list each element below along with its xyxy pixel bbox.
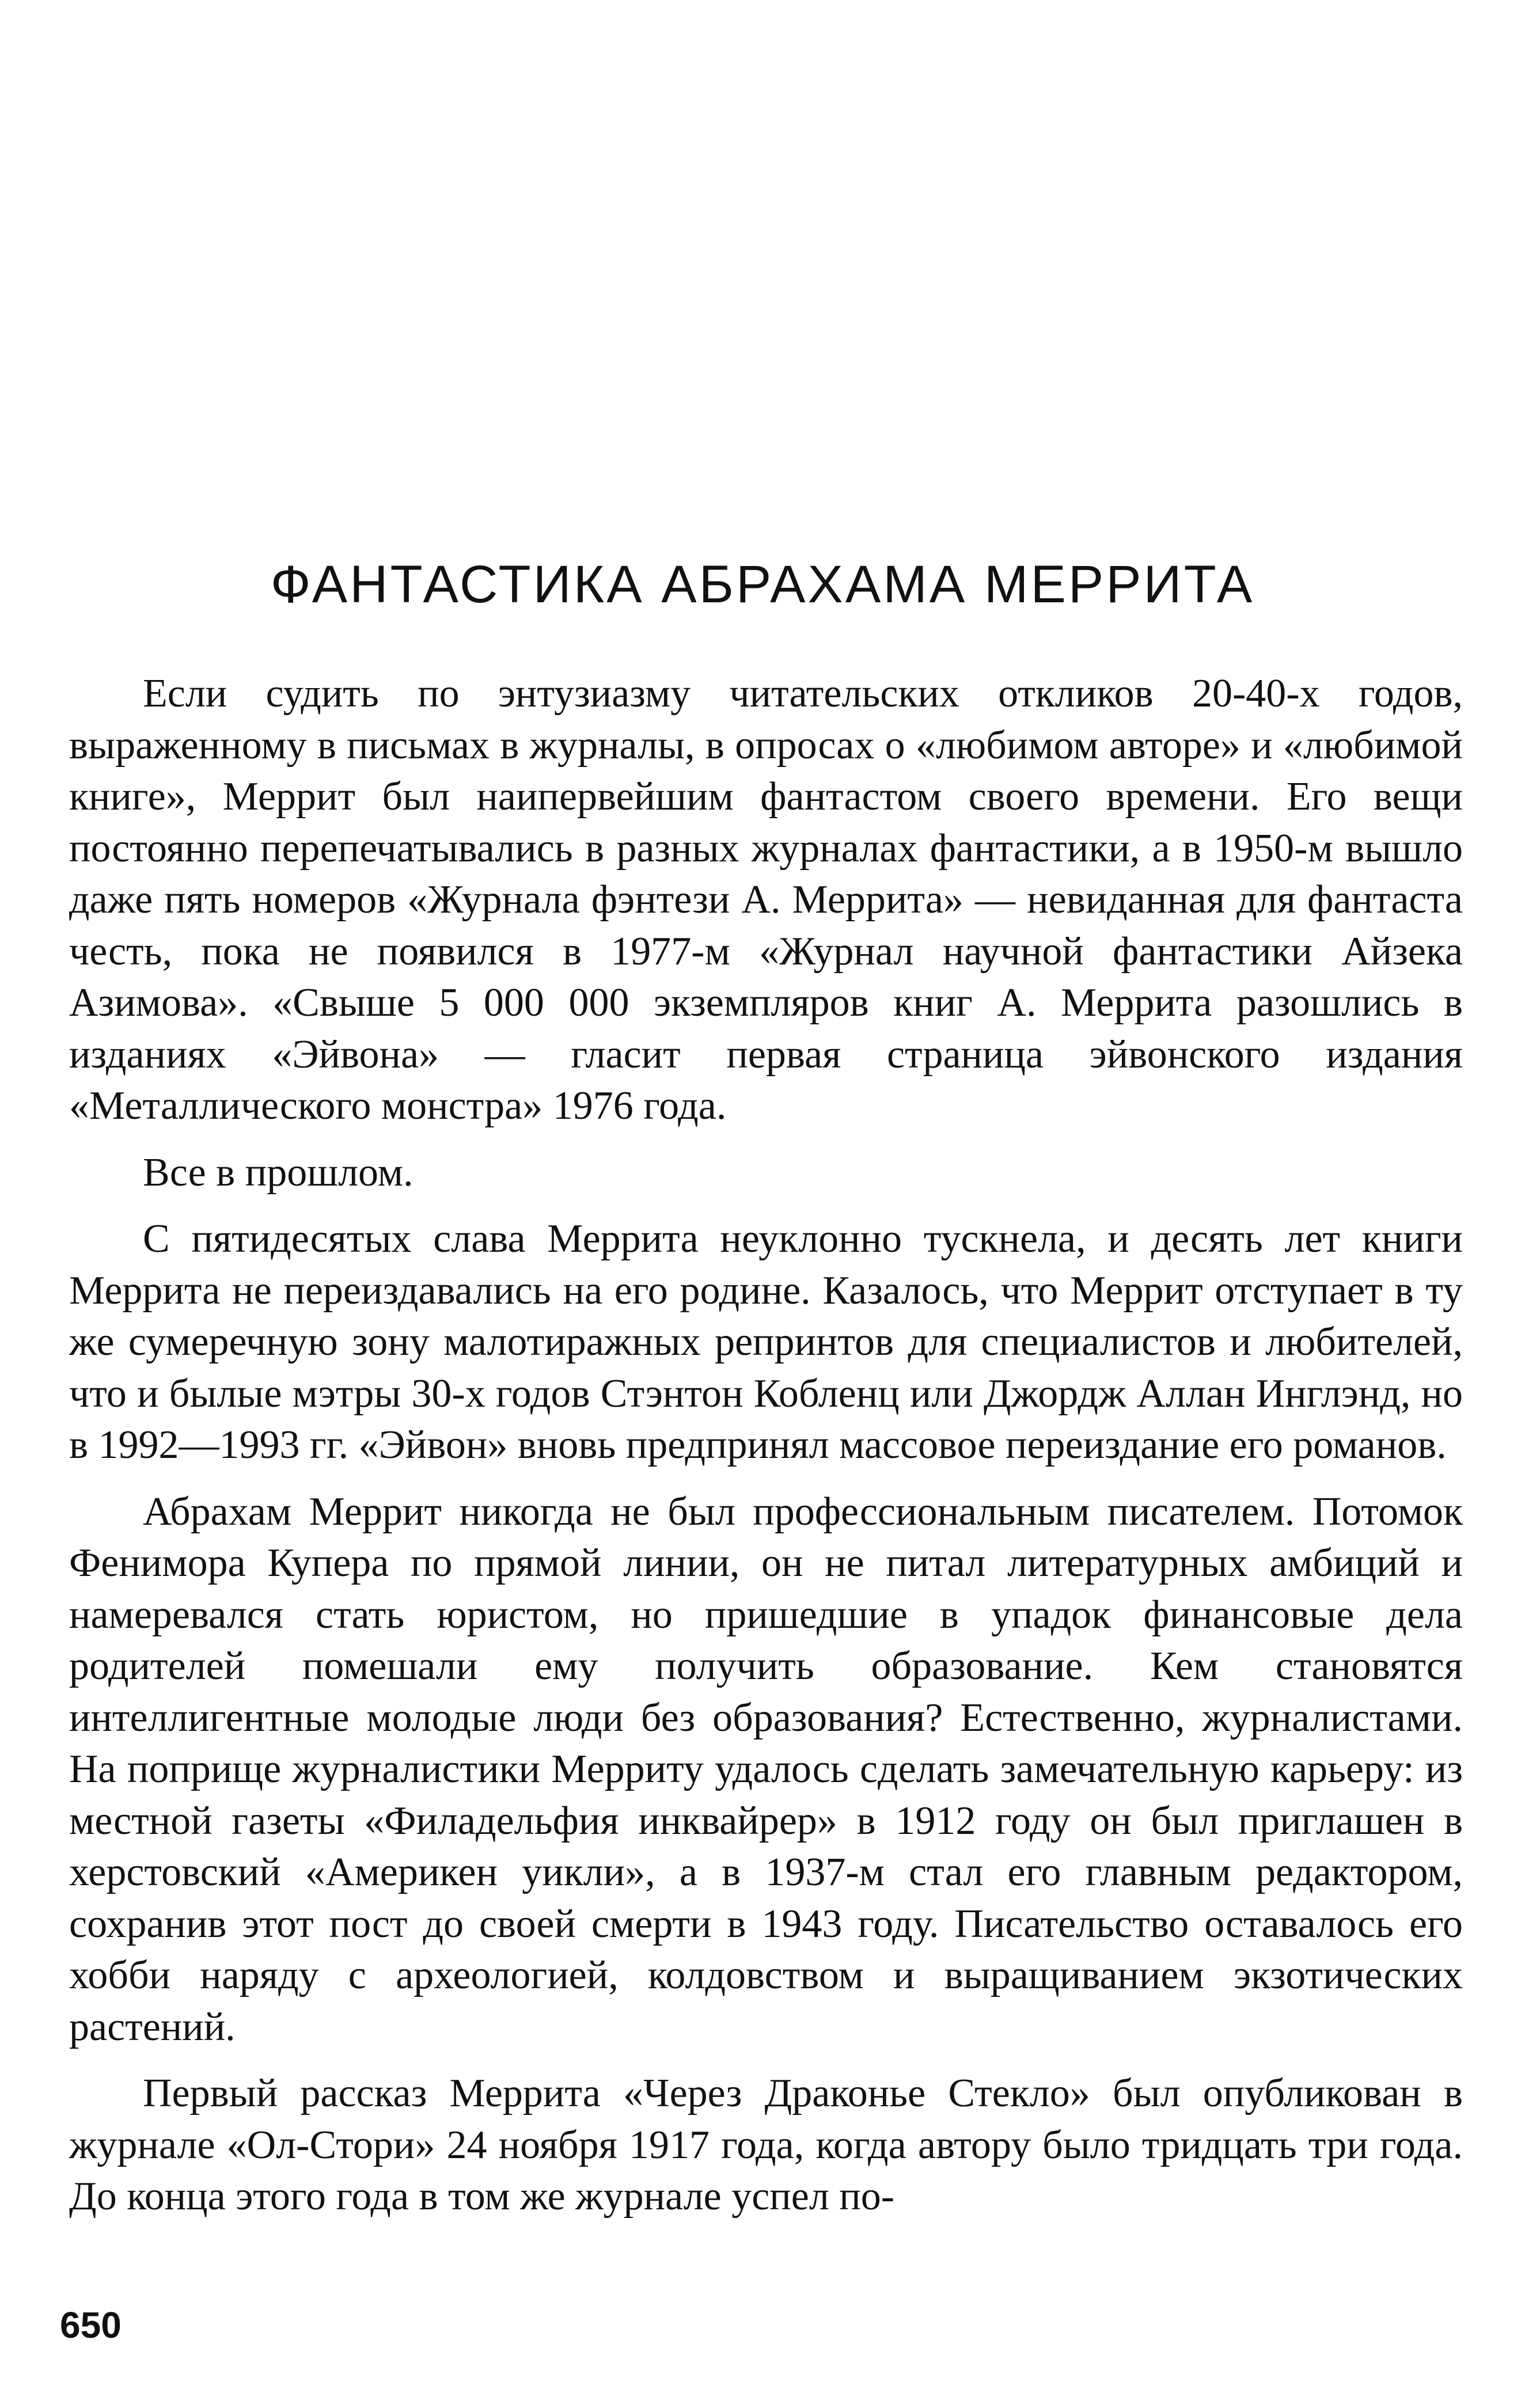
chapter-title: ФАНТАСТИКА АБРАХАМА МЕРРИТА bbox=[270, 555, 1255, 614]
paragraph-2: Все в прошлом. bbox=[143, 1150, 414, 1195]
page-number: 650 bbox=[60, 2304, 122, 2346]
paragraph-4: Абрахам Меррит никогда не был профессиональным писателем. Потомок Фенимора Купера по прямой линии, он не питал литературных амбиций и намеревался стать юристом, но пришедшие в упадок финансовые дела родителей помешали ему получить образование. Кем становятся интеллигентные молодые люди без образования? Естественно, журналистами. На поприще журналистики Мерриту удалось сделать замечательную карьеру: из местной газеты «Филадельфия инквайрер» в 1912 году он был приглашен в херстовский «Америкен уикли», а в 1937-м стал его главным редактором, сохранив этот пост до своей смерти в 1943 году. Писательство оставалось его хобби наряду с археологией, колдовством и выращиванием экзотических растений. bbox=[69, 1489, 1463, 2049]
paragraph-3: С пятидесятых слава Меррита неуклонно тускнела, и десять лет книги Меррита не переиздавались на его родине. Казалось, что Меррит отступает в ту же сумеречную зону малотиражных репринтов для специалистов и любителей, что и былые мэтры 30-х годов Стэнтон Кобленц или Джордж Аллан Инглэнд, но в 1992—1993 гг. «Эйвон» вновь предпринял массовое переиздание его романов. bbox=[69, 1217, 1463, 1467]
body-text bbox=[69, 668, 1463, 2238]
paragraph-5: Первый рассказ Меррита «Через Драконье Стекло» был опубликован в журнале «Ол-Стори» 24 ноября 1917 года, когда автору было тридцать три года. До конца этого года в том же журнале успел по- bbox=[69, 2071, 1463, 2219]
paragraph-1: Если судить по энтузиазму читательских откликов 20-40-х годов, выраженному в письмах в журналы, в опросах о «любимом авторе» и «любимой книге», Меррит был наипервейшим фантастом своего времени. Его вещи постоянно перепечатывались в разных журналах фантастики, а в 1950-м вышло даже пять номеров «Журнала фэнтези А. Меррита» — невиданная для фантаста честь, пока не появился в 1977-м «Журнал научной фантастики Айзека Азимова». «Свыше 5 000 000 экземпляров книг А. Меррита разошлись в изданиях «Эйвона» — гласит первая страница эйвонского издания «Металлического монстра» 1976 года. bbox=[69, 671, 1463, 1128]
